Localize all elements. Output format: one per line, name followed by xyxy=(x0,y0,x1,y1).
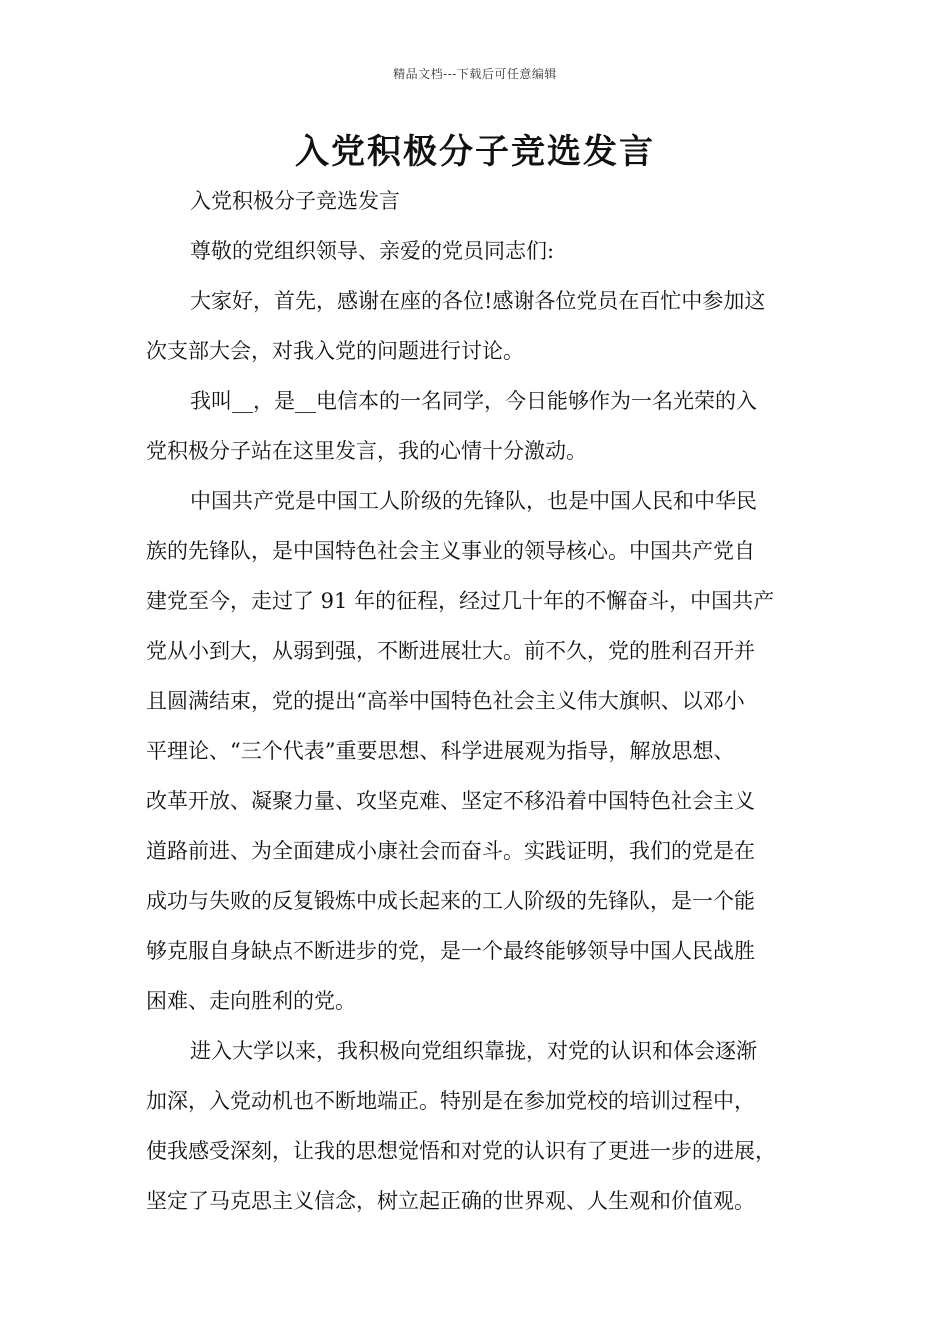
paragraph-line: 够克服自身缺点不断进步的党，是一个最终能够领导中国人民战胜 xyxy=(146,939,755,963)
paragraph-line: 使我感受深刻，让我的思想觉悟和对党的认识有了更进一步的进展， xyxy=(146,1139,776,1163)
paragraph-line: 党积极分子站在这里发言，我的心情十分激动。 xyxy=(146,439,587,463)
paragraph-line: 且圆满结束，党的提出“高举中国特色社会主义伟大旗帜、以邓小 xyxy=(146,689,745,713)
paragraph-line: 加深，入党动机也不断地端正。特别是在参加党校的培训过程中， xyxy=(146,1089,755,1113)
paragraph-line: 我叫__，是__电信本的一名同学，今日能够作为一名光荣的入 xyxy=(190,389,757,413)
paragraph-line: 道路前进、为全面建成小康社会而奋斗。实践证明，我们的党是在 xyxy=(146,839,755,863)
paragraph-line: 进入大学以来，我积极向党组织靠拢，对党的认识和体会逐渐 xyxy=(190,1039,757,1063)
paragraph-line: 困难、走向胜利的党。 xyxy=(146,989,356,1013)
paragraph-line: 大家好，首先，感谢在座的各位!感谢各位党员在百忙中参加这 xyxy=(190,289,766,313)
document-body xyxy=(146,176,822,1226)
paragraph-line: 坚定了马克思主义信念，树立起正确的世界观、人生观和价值观。 xyxy=(146,1189,755,1213)
paragraph-line: 党从小到大，从弱到强，不断进展壮大。前不久，党的胜利召开并 xyxy=(146,639,755,663)
paragraph-line: 次支部大会，对我入党的问题进行讨论。 xyxy=(146,339,524,363)
salutation-line: 尊敬的党组织领导、亲爱的党员同志们: xyxy=(190,239,555,263)
paragraph-line: 族的先锋队，是中国特色社会主义事业的领导核心。中国共产党自 xyxy=(146,539,755,563)
paragraph-line: 改革开放、凝聚力量、攻坚克难、坚定不移沿着中国特色社会主义 xyxy=(146,789,755,813)
paragraph-line: 成功与失败的反复锻炼中成长起来的工人阶级的先锋队，是一个能 xyxy=(146,889,755,913)
header-note: 精品文档---下载后可任意编辑 xyxy=(393,67,557,81)
paragraph-line: 中国共产党是中国工人阶级的先锋队，也是中国人民和中华民 xyxy=(190,489,757,513)
paragraph-line: 建党至今，走过了 91 年的征程，经过几十年的不懈奋斗，中国共产 xyxy=(146,589,775,613)
document-title: 入党积极分子竞选发言 xyxy=(295,132,655,172)
paragraph-line: 平理论、“三个代表”重要思想、科学进展观为指导，解放思想、 xyxy=(146,739,735,763)
subtitle-line: 入党积极分子竞选发言 xyxy=(190,189,400,213)
